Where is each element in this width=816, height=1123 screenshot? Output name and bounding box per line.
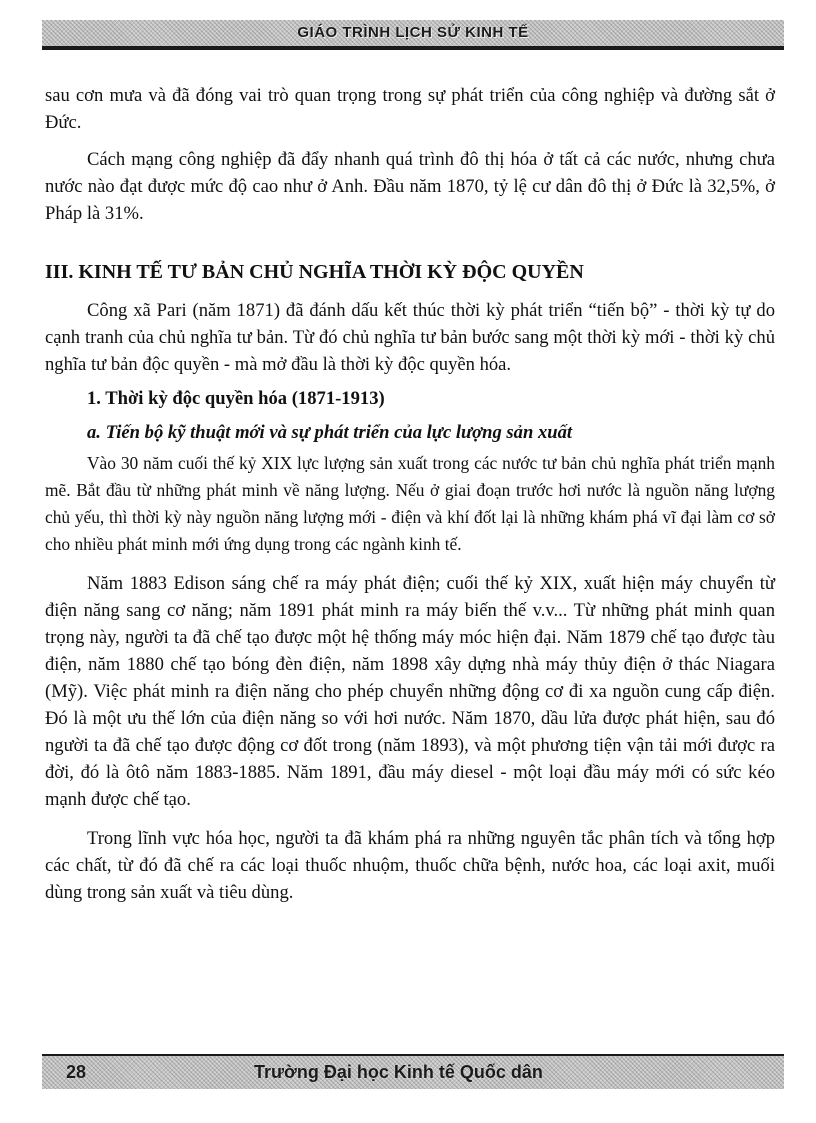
paragraph-continued: sau cơn mưa và đã đóng vai trò quan trọng trong sự phát triển của công nghiệp và đường sắt ở Đức. <box>45 85 775 133</box>
paragraph-paris-commune: Công xã Pari (năm 1871) đã đánh dấu kết thúc thời kỳ phát triển “tiến bộ” - thời kỳ tự do cạnh tranh của chủ nghĩa tư bản. Từ đó chủ nghĩa tư bản bước sang một thời kỳ mới - thời kỳ chủ nghĩa tư bản độc quyền - mà mở đầu là thời kỳ độc quyền hóa. <box>45 300 775 375</box>
book-title: GIÁO TRÌNH LỊCH SỬ KINH TẾ <box>297 24 529 41</box>
paragraph-energy: Vào 30 năm cuối thế kỷ XIX lực lượng sản xuất trong các nước tư bản chủ nghĩa phát triển mạnh mẽ. Bắt đầu từ những phát minh về năng lượng. Nếu ở giai đoạn trước hơi nước là nguồn năng lượng chủ yếu, thì thời kỳ này nguồn năng lượng mới - điện và khí đốt lại là những khám phá vĩ đại làm cơ sở cho nhiều phát minh mới ứng dụng trong các ngành kinh tế. <box>45 453 775 554</box>
school-name: Trường Đại học Kinh tế Quốc dân <box>254 1062 543 1082</box>
footer-band <box>42 1056 784 1089</box>
header-rule <box>42 46 784 50</box>
paragraph-urbanization: Cách mạng công nghiệp đã đẩy nhanh quá trình đô thị hóa ở tất cả các nước, nhưng chưa nước nào đạt được mức độ cao như ở Anh. Đầu năm 1870, tỷ lệ cư dân đô thị ở Đức là 32,5%, ở Pháp là 31%. <box>45 149 775 224</box>
page-content <box>45 82 775 906</box>
section-heading: III. KINH TẾ TƯ BẢN CHỦ NGHĨA THỜI KỲ ĐỘC QUYỀN <box>45 261 584 283</box>
header-band <box>42 20 784 46</box>
subheading-monopolization-period: 1. Thời kỳ độc quyền hóa (1871-1913) <box>87 388 385 409</box>
page-number: 28 <box>66 1062 87 1082</box>
paragraph-inventions: Năm 1883 Edison sáng chế ra máy phát điện; cuối thế kỷ XIX, xuất hiện máy chuyển từ điện năng sang cơ năng; năm 1891 phát minh ra máy biến thế v.v... Từ những phát minh quan trọng này, người ta đã chế tạo được một hệ thống máy móc hiện đại. Năm 1879 chế tạo được tàu điện, năm 1880 chế tạo bóng đèn điện, năm 1898 xây dựng nhà máy thủy điện ở thác Niagara (Mỹ). Việc phát minh ra điện năng cho phép chuyển những động cơ đi xa nguồn cung cấp điện. Đó là một ưu thế lớn của điện năng so với hơi nước. Năm 1870, dầu lửa được phát hiện, sau đó người ta đã chế tạo được động cơ đốt trong (năm 1893), và một phương tiện vận tải mới được ra đời, đó là ôtô năm 1883-1885. Năm 1891, đầu máy diesel - một loại đầu máy mới có sức kéo mạnh được chế tạo. <box>45 573 775 810</box>
paragraph-chemistry: Trong lĩnh vực hóa học, người ta đã khám phá ra những nguyên tắc phân tích và tổng hợp các chất, từ đó đã chế ra các loại thuốc nhuộm, thuốc chữa bệnh, nước hoa, các loại axit, muối dùng trong sản xuất và tiêu dùng. <box>45 828 775 903</box>
subheading-technical-progress: a. Tiến bộ kỹ thuật mới và sự phát triển của lực lượng sản xuất <box>87 422 573 443</box>
